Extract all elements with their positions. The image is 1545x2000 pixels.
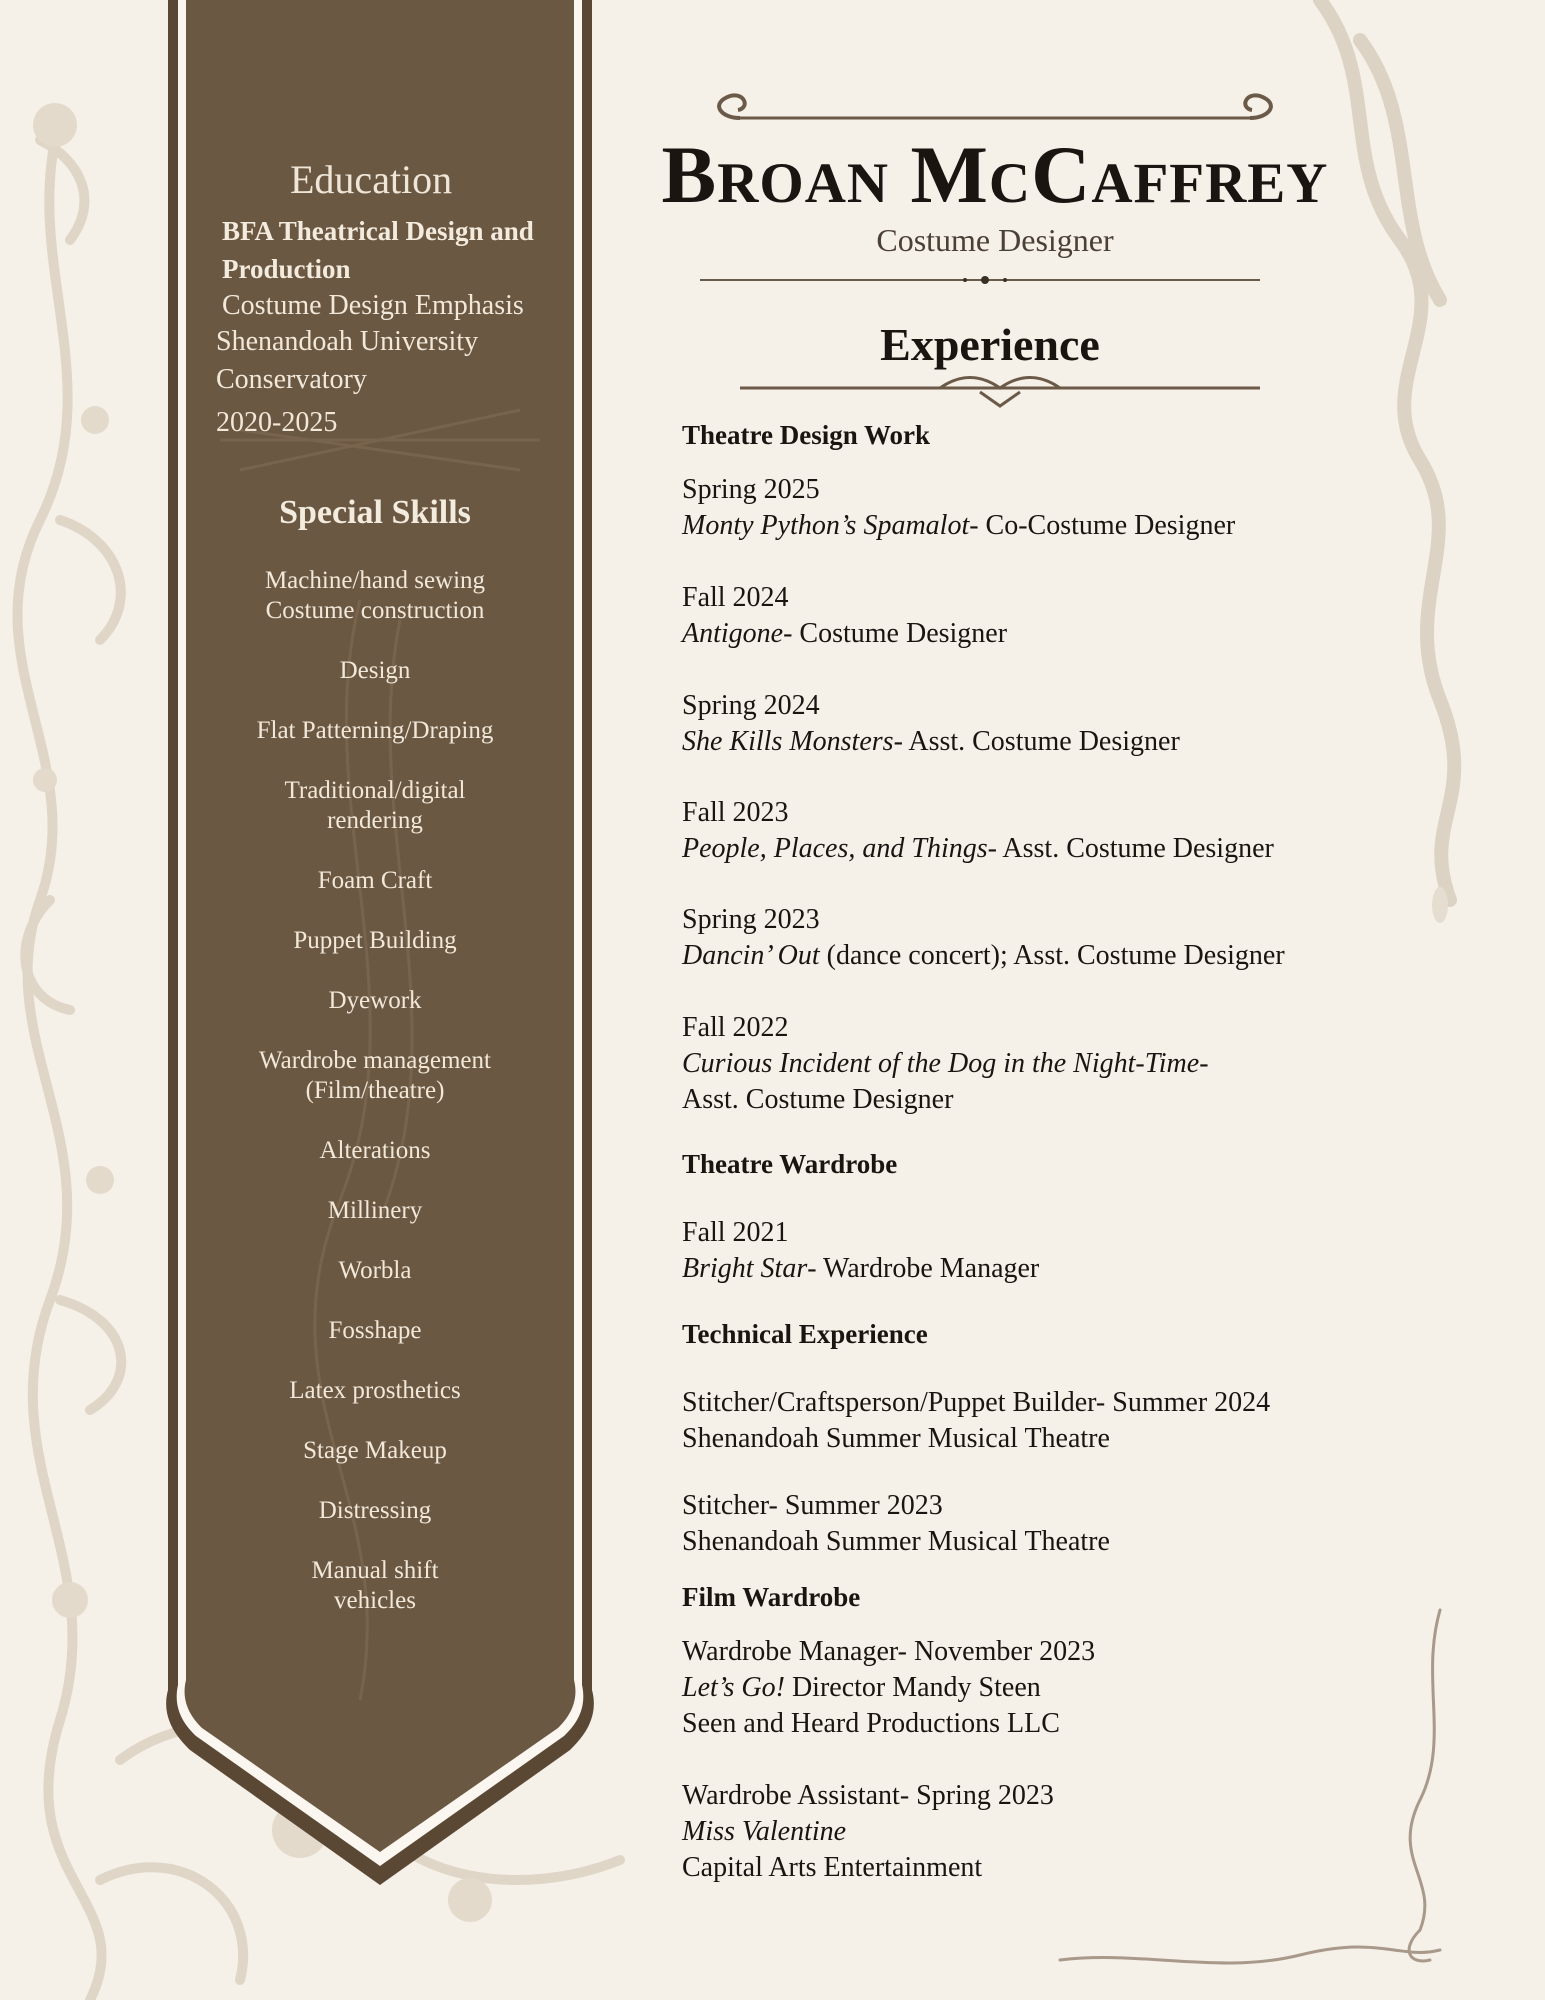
theatre-design-heading: Theatre Design Work xyxy=(682,420,931,450)
entry-date: Spring 2025 xyxy=(682,474,820,505)
entry-role: - Asst. Costume Designer xyxy=(987,833,1274,864)
degree: BFA Theatrical Design and Production xyxy=(222,216,534,284)
entry-title: Bright Star xyxy=(682,1253,808,1284)
skill-item: Stage Makeup xyxy=(303,1437,447,1464)
skill-item: Fosshape xyxy=(328,1317,422,1344)
experience-entry xyxy=(682,795,1274,867)
entry-title: Curious Incident of the Dog in the Night-Time- xyxy=(682,1048,1209,1079)
skill-item: Manual shift xyxy=(311,1557,439,1584)
entry-role: (dance concert); Asst. Costume Designer xyxy=(819,940,1285,971)
experience-entry xyxy=(682,902,1285,974)
entry-date: Spring 2023 xyxy=(682,904,820,935)
school-name-cont: Conservatory xyxy=(216,364,367,395)
skill-item: Costume construction xyxy=(265,597,485,624)
entry-line: Seen and Heard Productions LLC xyxy=(682,1708,1060,1739)
experience-entry xyxy=(682,580,1007,652)
skills-heading: Special Skills xyxy=(279,494,471,531)
technical-experience-heading: Technical Experience xyxy=(682,1319,928,1349)
entry-role: Asst. Costume Designer xyxy=(682,1084,954,1115)
entry-title: Let’s Go! xyxy=(682,1672,785,1703)
experience-entry xyxy=(682,1634,1095,1742)
skill-item: Millinery xyxy=(327,1197,423,1224)
experience-divider xyxy=(740,372,1260,412)
skill-item: Dyework xyxy=(328,987,422,1014)
experience-entry xyxy=(682,1778,1054,1886)
education-years: 2020-2025 xyxy=(216,407,338,438)
entry-role: - Co-Costume Designer xyxy=(969,510,1236,541)
skill-item: vehicles xyxy=(334,1587,416,1614)
skill-item: Alterations xyxy=(319,1137,431,1164)
entry-date: Fall 2024 xyxy=(682,582,789,613)
entry-title: People, Places, and Things xyxy=(682,833,988,864)
entry-date: Fall 2022 xyxy=(682,1012,789,1043)
entry-title: Antigone xyxy=(682,618,784,649)
skill-item: Design xyxy=(339,657,411,684)
header-divider xyxy=(700,272,1270,288)
entry-line: Shenandoah Summer Musical Theatre xyxy=(682,1423,1110,1454)
entry-date: Fall 2023 xyxy=(682,797,789,828)
skill-item: (Film/theatre) xyxy=(305,1077,445,1104)
entry-role: - Wardrobe Manager xyxy=(807,1253,1040,1284)
skill-item: Traditional/digital xyxy=(284,777,466,804)
film-wardrobe-heading: Film Wardrobe xyxy=(682,1582,861,1612)
entry-title: Miss Valentine xyxy=(682,1816,847,1847)
entry-line: Wardrobe Assistant- Spring 2023 xyxy=(682,1780,1054,1811)
entry-line: Director Mandy Steen xyxy=(784,1672,1041,1703)
entry-role: - Asst. Costume Designer xyxy=(893,726,1180,757)
skill-item: Flat Patterning/Draping xyxy=(256,717,494,744)
entry-date: Fall 2021 xyxy=(682,1217,789,1248)
experience-heading: Experience xyxy=(880,319,1100,370)
experience-entry xyxy=(682,1215,1039,1287)
entry-title: Monty Python’s Spamalot xyxy=(682,510,970,541)
education-heading: Education xyxy=(290,157,453,202)
entry-line: Capital Arts Entertainment xyxy=(682,1852,983,1883)
entry-line: Stitcher/Craftsperson/Puppet Builder- Summer 2024 xyxy=(682,1387,1271,1418)
experience-entry xyxy=(682,472,1235,544)
skill-item: Wardrobe management xyxy=(259,1047,491,1074)
theatre-wardrobe-heading: Theatre Wardrobe xyxy=(682,1149,898,1179)
entry-line: Stitcher- Summer 2023 xyxy=(682,1490,943,1521)
entry-title: She Kills Monsters xyxy=(682,726,894,757)
skill-item: Worbla xyxy=(338,1257,412,1284)
skill-item: Puppet Building xyxy=(293,927,457,954)
resume-name: Broan McCaffrey xyxy=(661,129,1329,220)
school-name: Shenandoah University xyxy=(216,326,479,357)
entry-line: Shenandoah Summer Musical Theatre xyxy=(682,1526,1110,1557)
resume-role: Costume Designer xyxy=(876,222,1114,258)
experience-entry xyxy=(682,1010,1209,1118)
entry-title: Dancin’ Out xyxy=(682,940,820,971)
header-flourish-top xyxy=(700,88,1290,128)
skill-item: rendering xyxy=(327,807,423,834)
entry-role: - Costume Designer xyxy=(783,618,1008,649)
entry-line: Wardrobe Manager- November 2023 xyxy=(682,1636,1096,1667)
experience-entry xyxy=(682,688,1180,760)
skill-item: Machine/hand sewing xyxy=(264,567,486,594)
experience-entry xyxy=(682,1385,1270,1457)
skill-item: Distressing xyxy=(318,1497,432,1524)
skills-list xyxy=(180,566,570,1616)
experience-entry xyxy=(682,1488,1110,1560)
entry-date: Spring 2024 xyxy=(682,690,820,721)
skill-item: Foam Craft xyxy=(317,867,433,894)
skill-item: Latex prosthetics xyxy=(289,1377,461,1404)
degree-emphasis: Costume Design Emphasis xyxy=(222,290,524,321)
